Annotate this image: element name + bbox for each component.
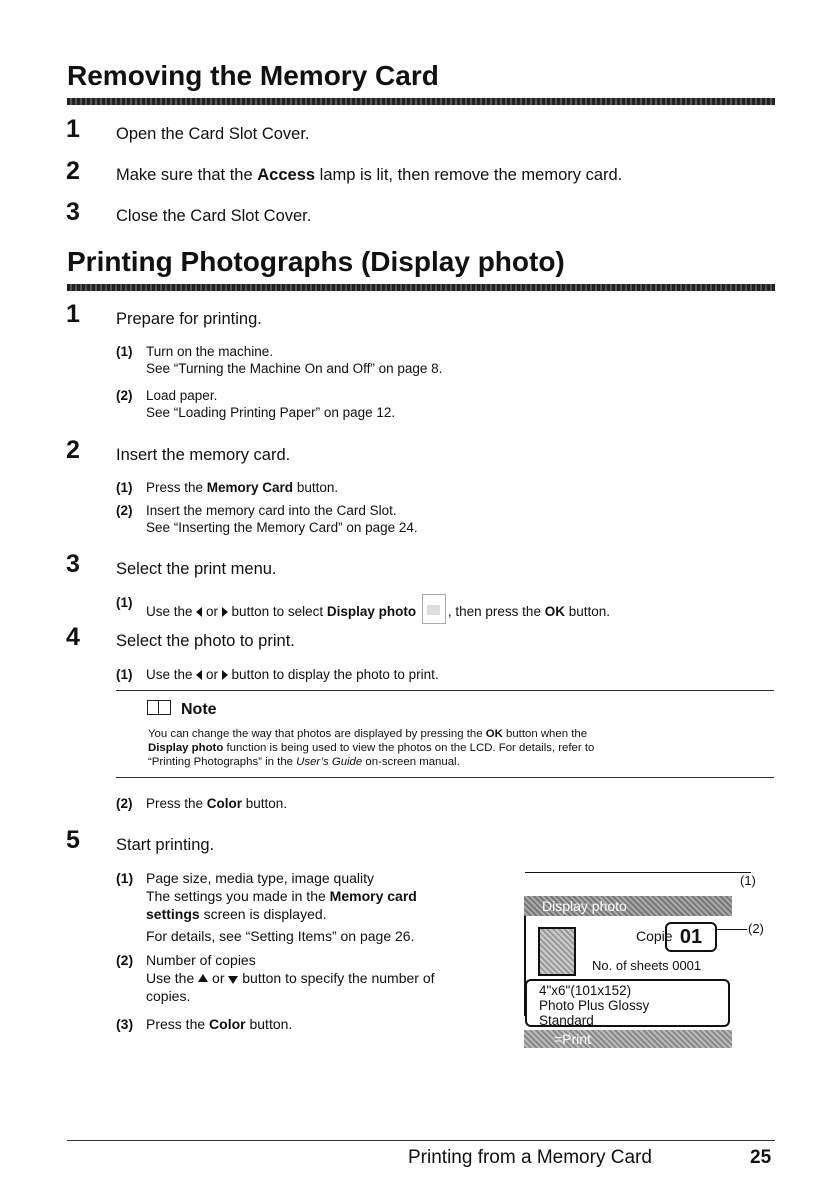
lcd-screen-illustration — [515, 872, 737, 1084]
down-arrow-icon — [228, 976, 238, 984]
note-body: You can change the way that photos are displayed by pressing the OK button when the Display photo function is being used to view the photos on the LCD. For details, refer to “Printing Photographs” in the User’s Guide on-screen manual. — [148, 728, 595, 768]
note-bottom-rule — [116, 777, 774, 778]
footer-rule — [67, 1140, 775, 1141]
page-number: 25 — [750, 1147, 772, 1168]
up-arrow-icon — [198, 974, 208, 982]
note-top-rule — [116, 690, 774, 691]
step-text: Open the Card Slot Cover. — [116, 125, 310, 143]
step-number: 3 — [66, 198, 80, 226]
step-text: Close the Card Slot Cover. — [116, 207, 312, 225]
title-rule — [67, 284, 775, 291]
callout-line — [525, 872, 751, 873]
step-text: Select the photo to print. — [116, 632, 295, 650]
section-title-printing: Printing Photographs (Display photo) — [67, 246, 565, 277]
step-text: Make sure that the Access lamp is lit, then remove the memory card. — [116, 166, 623, 184]
step-text: Insert the memory card. — [116, 446, 291, 464]
lcd-sheets-count: No. of sheets 0001 — [592, 958, 702, 973]
lcd-print-bar: =Print — [524, 1030, 732, 1048]
step-text: Prepare for printing. — [116, 310, 262, 328]
section-title-removing: Removing the Memory Card — [67, 60, 439, 91]
title-rule — [67, 98, 775, 105]
step-number: 2 — [66, 157, 80, 185]
callout-label: (2) — [748, 921, 764, 936]
lcd-copies-value: 01 — [665, 922, 717, 952]
callout-line — [717, 929, 747, 930]
lcd-page-size: 4"x6"(101x152) — [539, 983, 632, 998]
step-text: Select the print menu. — [116, 560, 277, 578]
lcd-title-bar: Display photo — [524, 896, 732, 916]
lcd-media-type: Photo Plus Glossy — [539, 998, 650, 1013]
note-heading: Note — [147, 700, 217, 719]
step-number: 3 — [66, 550, 80, 578]
lcd-copies-label: Copie — [636, 928, 673, 944]
step-number: 4 — [66, 623, 80, 651]
step-text: Start printing. — [116, 836, 215, 854]
callout-label: (1) — [740, 873, 756, 888]
lcd-quality: Standard — [539, 1013, 594, 1028]
footer-section: Printing from a Memory Card — [408, 1147, 652, 1168]
step-number: 5 — [66, 826, 80, 854]
step-number: 2 — [66, 436, 80, 464]
step-number: 1 — [66, 300, 80, 328]
display-photo-icon — [422, 594, 446, 624]
lcd-settings-box — [525, 979, 730, 1027]
lcd-photo-thumbnail — [538, 927, 576, 976]
step-number: 1 — [66, 115, 80, 143]
note-icon — [147, 700, 171, 715]
